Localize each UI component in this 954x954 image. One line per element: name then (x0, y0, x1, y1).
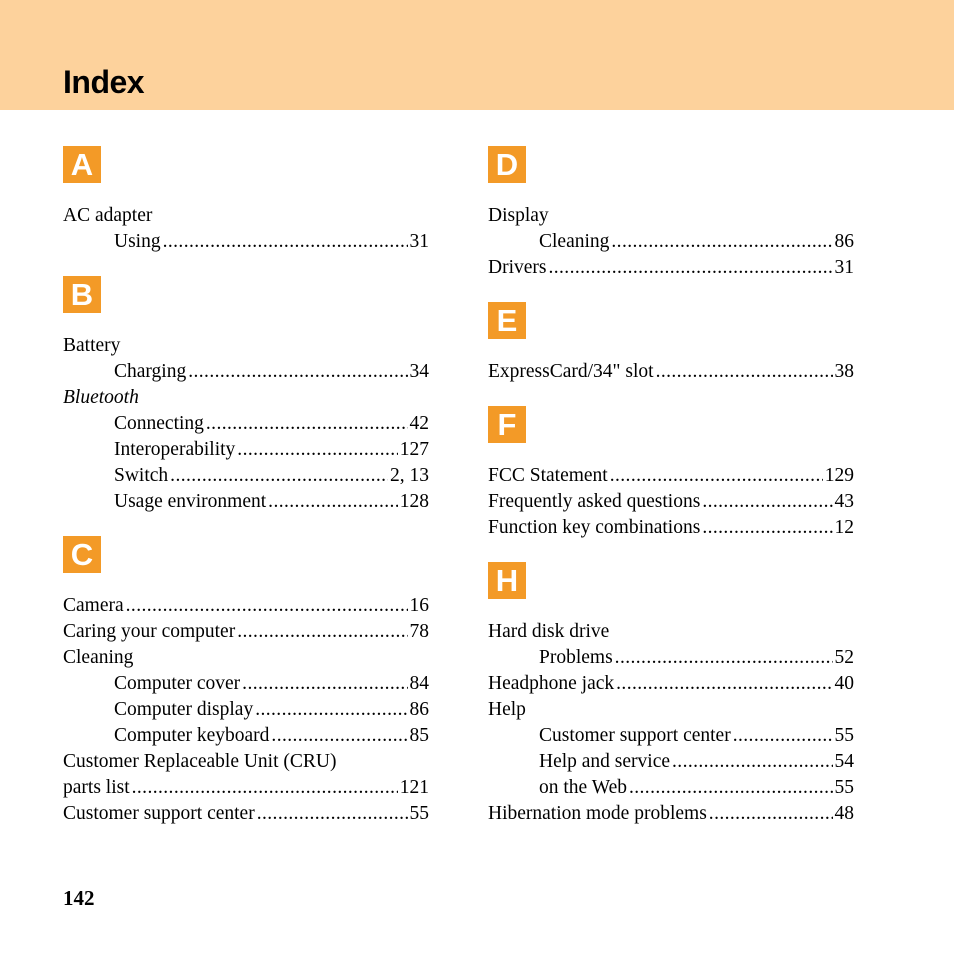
index-section-d (488, 146, 854, 281)
index-entry (488, 671, 854, 697)
entry-term: Bluetooth (63, 387, 139, 408)
entry-page-ref: 54 (834, 751, 854, 772)
dot-leader (126, 593, 408, 619)
entry-term: Computer cover (114, 673, 241, 694)
entry-term: on the Web (539, 777, 627, 798)
entry-term: Display (488, 205, 549, 226)
section-spacer (488, 385, 854, 406)
dot-leader (702, 515, 832, 541)
entry-term: Problems (539, 647, 613, 668)
entry-page-ref: 84 (409, 673, 429, 694)
entry-term: Customer Replaceable Unit (CRU) (63, 751, 337, 772)
index-entry (63, 619, 429, 645)
entry-page-ref: 31 (409, 231, 429, 252)
entry-term: Computer keyboard (114, 725, 270, 746)
entry-page-ref: 43 (834, 491, 854, 512)
index-entry (63, 203, 429, 229)
index-subentry (63, 463, 429, 489)
index-entry (63, 775, 429, 801)
index-subentry (488, 749, 854, 775)
index-subentry (63, 489, 429, 515)
entry-term: Usage environment (114, 491, 267, 512)
entry-term: Charging (114, 361, 187, 382)
section-spacer (63, 515, 429, 536)
dot-leader (611, 229, 832, 255)
dot-leader (132, 775, 398, 801)
section-spacer (63, 255, 429, 276)
index-subentry (63, 437, 429, 463)
index-subentry (488, 645, 854, 671)
entry-page-ref: 55 (834, 725, 854, 746)
entry-page-ref: 85 (409, 725, 429, 746)
entry-term: Hibernation mode problems (488, 803, 707, 824)
section-letter-badge: E (488, 302, 526, 339)
index-entry (63, 749, 429, 775)
index-subentry (488, 229, 854, 255)
entry-page-ref: 12 (834, 517, 854, 538)
dot-leader (615, 645, 833, 671)
section-letter-badge: C (63, 536, 101, 573)
entry-page-ref: 55 (409, 803, 429, 824)
entry-page-ref: 55 (834, 777, 854, 798)
dot-leader (672, 749, 832, 775)
index-subentry (488, 723, 854, 749)
entry-term: Headphone jack (488, 673, 615, 694)
entry-term: Drivers (488, 257, 547, 278)
section-letter-badge: F (488, 406, 526, 443)
index-entry (488, 801, 854, 827)
index-column-right (488, 146, 854, 827)
dot-leader (268, 489, 398, 515)
index-subentry (488, 775, 854, 801)
entry-term: Cleaning (539, 231, 610, 252)
index-entry (63, 333, 429, 359)
section-letter-badge: D (488, 146, 526, 183)
index-section-h (488, 562, 854, 827)
page-number: 142 (63, 886, 95, 910)
index-entry (63, 385, 429, 411)
dot-leader (702, 489, 832, 515)
index-subentry (63, 697, 429, 723)
dot-leader (271, 723, 407, 749)
index-column-left (63, 146, 429, 827)
entry-term: Help (488, 699, 526, 720)
entry-page-ref: 52 (834, 647, 854, 668)
entry-page-ref: 38 (834, 361, 854, 382)
entry-term: Switch (114, 465, 169, 486)
index-section-e (488, 302, 854, 385)
entry-term: FCC Statement (488, 465, 608, 486)
index-entry (488, 463, 854, 489)
section-letter-badge: B (63, 276, 101, 313)
dot-leader (163, 229, 408, 255)
dot-leader (206, 411, 408, 437)
index-section-b (63, 276, 429, 515)
index-section-f (488, 406, 854, 541)
entry-page-ref: 121 (399, 777, 429, 798)
index-entry (488, 203, 854, 229)
entry-page-ref: 34 (409, 361, 429, 382)
entry-page-ref: 127 (399, 439, 429, 460)
entry-term: Interoperability (114, 439, 236, 460)
index-entry (488, 359, 854, 385)
dot-leader (616, 671, 832, 697)
index-entry (488, 619, 854, 645)
entry-page-ref: 86 (834, 231, 854, 252)
section-letter-badge: H (488, 562, 526, 599)
page-title: Index (63, 64, 145, 100)
index-subentry (63, 359, 429, 385)
dot-leader (255, 697, 407, 723)
entry-term: Hard disk drive (488, 621, 610, 642)
entry-term: Frequently asked questions (488, 491, 701, 512)
index-subentry (63, 229, 429, 255)
dot-leader (170, 463, 388, 489)
index-entry (63, 593, 429, 619)
index-entry (488, 515, 854, 541)
entry-term: Customer support center (63, 803, 255, 824)
index-section-c (63, 536, 429, 827)
entry-term: AC adapter (63, 205, 153, 226)
entry-term: Computer display (114, 699, 254, 720)
entry-page-ref: 48 (834, 803, 854, 824)
dot-leader (548, 255, 832, 281)
dot-leader (610, 463, 823, 489)
index-entry (63, 645, 429, 671)
entry-term: Customer support center (539, 725, 731, 746)
dot-leader (237, 619, 407, 645)
dot-leader (733, 723, 833, 749)
entry-term: parts list (63, 777, 130, 798)
section-spacer (488, 541, 854, 562)
entry-term: Help and service (539, 751, 671, 772)
section-letter-badge: A (63, 146, 101, 183)
index-subentry (63, 411, 429, 437)
entry-term: Function key combinations (488, 517, 701, 538)
entry-page-ref: 40 (834, 673, 854, 694)
entry-term: Caring your computer (63, 621, 236, 642)
dot-leader (242, 671, 407, 697)
index-entry (488, 697, 854, 723)
section-spacer (488, 281, 854, 302)
index-subentry (63, 671, 429, 697)
index-entry (488, 489, 854, 515)
index-entry (488, 255, 854, 281)
dot-leader (237, 437, 397, 463)
entry-term: ExpressCard/34" slot (488, 361, 654, 382)
dot-leader (188, 359, 407, 385)
entry-term: Using (114, 231, 161, 252)
entry-term: Cleaning (63, 647, 134, 668)
entry-page-ref: 128 (399, 491, 429, 512)
index-section-a (63, 146, 429, 255)
entry-page-ref: 2, 13 (390, 465, 429, 486)
dot-leader (709, 801, 833, 827)
entry-page-ref: 42 (409, 413, 429, 434)
entry-term: Camera (63, 595, 124, 616)
index-entry (63, 801, 429, 827)
entry-page-ref: 78 (409, 621, 429, 642)
entry-term: Battery (63, 335, 121, 356)
index-subentry (63, 723, 429, 749)
entry-page-ref: 31 (834, 257, 854, 278)
entry-term: Connecting (114, 413, 204, 434)
dot-leader (629, 775, 833, 801)
entry-page-ref: 86 (409, 699, 429, 720)
entry-page-ref: 16 (409, 595, 429, 616)
dot-leader (656, 359, 833, 385)
entry-page-ref: 129 (824, 465, 854, 486)
dot-leader (257, 801, 408, 827)
